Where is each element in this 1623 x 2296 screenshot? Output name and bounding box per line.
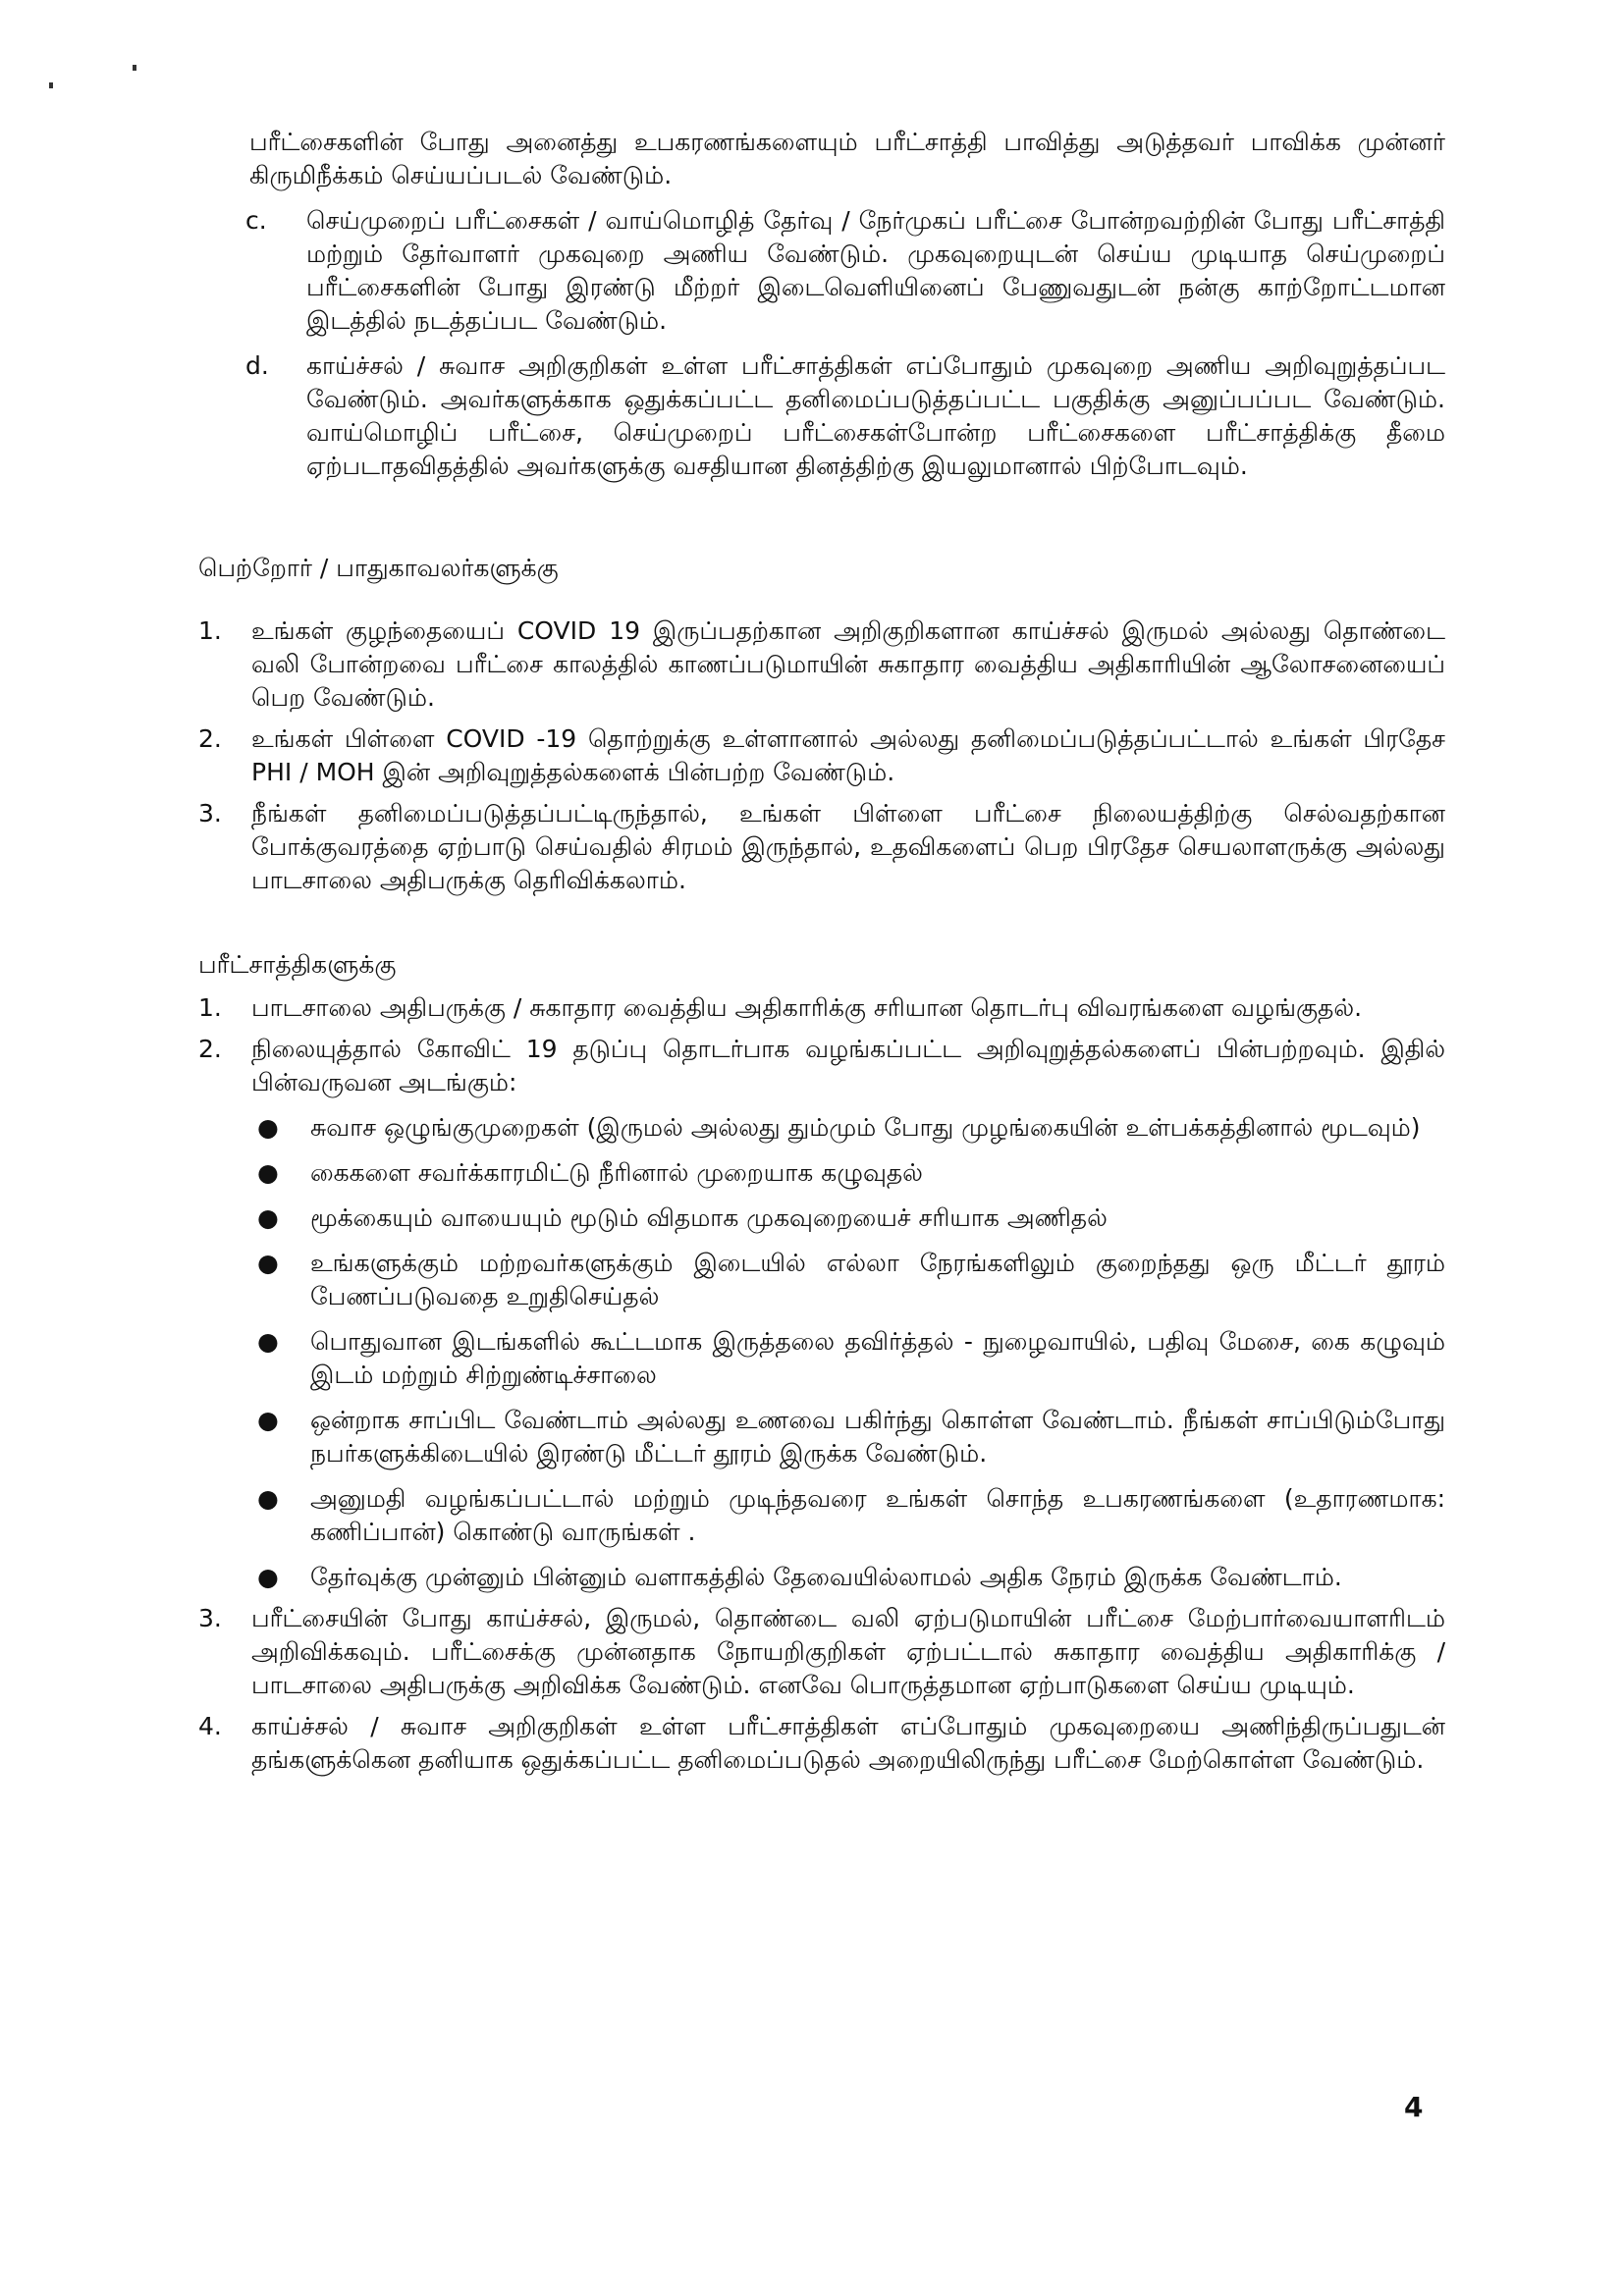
scan-speck [49, 82, 53, 88]
parents-item-2 [198, 722, 1445, 789]
item-marker: 2. [198, 1035, 222, 1063]
candidates-item-2 [198, 1033, 1445, 1594]
bullet-icon: ● [257, 1158, 279, 1187]
bullet-item: ● கைகளை சவர்க்காரமிட்டு நீரினால் முறையாக கழுவுதல் [251, 1156, 1445, 1190]
document-body [198, 126, 1445, 1777]
examiner-item-c [198, 204, 1445, 338]
examiner-item-d [198, 349, 1445, 483]
bullet-item: ● ஒன்றாக சாப்பிட வேண்டாம் அல்லது உணவை பகிர்ந்து கொள்ள வேண்டாம். நீங்கள் சாப்பிடும்போது நபர்களுக்கிடையில் இரண்டு மீட்டர் தூரம் இருக்க வேண்டும். [257, 1406, 1445, 1468]
page-number: 4 [1404, 2091, 1424, 2123]
item-text: உங்கள் பிள்ளை COVID -19 தொற்றுக்கு உள்ளானால் அல்லது தனிமைப்படுத்தப்பட்டால் உங்கள் பிரதேச PHI / MOH இன் அறிவுறுத்தல்களைக் பின்பற்ற வேண்டும். [251, 724, 1445, 786]
item-text: செய்முறைப் பரீட்சைகள் / வாய்மொழித் தேர்வு / நேர்முகப் பரீட்சை போன்றவற்றின் போது பரீட்சாத்தி மற்றும் தேர்வாளர் முகவுறை அணிய வேண்டும். முகவுறையுடன் செய்ய முடியாத செய்முறைப் பரீட்சைகளின் போது இரண்டு மீற்றர் இடைவெளியினைப் பேணுவதுடன் நன்கு காற்றோட்டமான இடத்தில் நடத்தப்பட வேண்டும். [306, 206, 1445, 335]
item-marker: 1. [198, 616, 222, 645]
bullet-item: ● மூக்கையும் வாயையும் மூடும் விதமாக முகவுறையைச் சரியாக அணிதல் [251, 1201, 1445, 1235]
candidates-item-4 [198, 1710, 1445, 1777]
item-marker: c. [245, 206, 267, 235]
item-marker: d. [245, 351, 269, 380]
item-text: காய்ச்சல் / சுவாச அறிகுறிகள் உள்ள பரீட்சாத்திகள் எப்போதும் முகவுறையை அணிந்திருப்பதுடன் தங்களுக்கென தனியாக ஒதுக்கப்பட்ட தனிமைப்படுதல் அறையிலிருந்து பரீட்சை மேற்கொள்ள வேண்டும். [251, 1712, 1445, 1774]
bullet-icon: ● [257, 1406, 279, 1434]
section-heading-parents: பெற்றோர் / பாதுகாவலர்களுக்கு [198, 554, 559, 582]
item-text: நிலையுத்தால் கோவிட் 19 தடுப்பு தொடர்பாக வழங்கப்பட்ட அறிவுறுத்தல்களைப் பின்பற்றவும். இதில் பின்வருவன அடங்கும்: [251, 1035, 1445, 1096]
parents-item-1 [198, 614, 1445, 715]
scan-speck [133, 65, 136, 71]
parents-item-3 [198, 797, 1445, 897]
section-heading-candidates: பரீட்சாத்திகளுக்கு [198, 950, 397, 979]
item-text: நீங்கள் தனிமைப்படுத்தப்பட்டிருந்தால், உங்கள் பிள்ளை பரீட்சை நிலையத்திற்கு செல்வதற்கான போக்குவரத்தை ஏற்பாடு செய்வதில் சிரமம் இருந்தால், உதவிகளைப் பெற பிரதேச செயலாளருக்கு அல்லது பாடசாலை அதிபருக்கு தெரிவிக்கலாம். [251, 799, 1445, 894]
bullet-item: ● பொதுவான இடங்களில் கூட்டமாக இருத்தலை தவிர்த்தல் - நுழைவாயில், பதிவு மேசை, கை கழுவும் இடம் மற்றும் சிற்றுண்டிச்சாலை [257, 1327, 1445, 1389]
item-marker: 4. [198, 1712, 222, 1740]
item-marker: 1. [198, 993, 222, 1022]
bullet-icon: ● [257, 1563, 279, 1591]
candidates-item-3 [198, 1602, 1445, 1702]
bullet-icon: ● [257, 1484, 279, 1513]
bullet-icon: ● [257, 1203, 279, 1232]
item-text: பரீட்சையின் போது காய்ச்சல், இருமல், தொண்டை வலி ஏற்படுமாயின் பரீட்சை மேற்பார்வையாளரிடம் அறிவிக்கவும். பரீட்சைக்கு முன்னதாக நோயறிகுறிகள் ஏற்பட்டால் சுகாதார வைத்திய அதிகாரிக்கு / பாடசாலை அதிபருக்கு அறிவிக்க வேண்டும். எனவே பொருத்தமான ஏற்பாடுகளை செய்ய முடியும். [251, 1604, 1445, 1699]
item-marker: 3. [198, 799, 222, 828]
continuation-paragraph: பரீட்சைகளின் போது அனைத்து உபகரணங்களையும் பரீட்சாத்தி பாவித்து அடுத்தவர் பாவிக்க முன்னர் கிருமிநீக்கம் செய்யப்படல் வேண்டும். [249, 128, 1445, 189]
bullet-icon: ● [257, 1249, 279, 1277]
item-text: காய்ச்சல் / சுவாச அறிகுறிகள் உள்ள பரீட்சாத்திகள் எப்போதும் முகவுறை அணிய அறிவுறுத்தப்பட வேண்டும். அவர்களுக்காக ஒதுக்கப்பட்ட தனிமைப்படுத்தப்பட்ட பகுதிக்கு அனுப்பப்பட வேண்டும். வாய்மொழிப் பரீட்சை, செய்முறைப் பரீட்சைகள்போன்ற பரீட்சைகளை பரீட்சாத்திக்கு தீமை ஏற்படாதவிதத்தில் அவர்களுக்கு வசதியான தினத்திற்கு இயலுமானால் பிற்போடவும். [306, 351, 1445, 480]
item-marker: 2. [198, 724, 222, 753]
bullet-item: ● சுவாச ஒழுங்குமுறைகள் (இருமல் அல்லது தும்மும் போது முழங்கையின் உள்பக்கத்தினால் மூடவும்) [251, 1111, 1445, 1145]
bullet-icon: ● [257, 1113, 279, 1142]
item-text: பாடசாலை அதிபருக்கு / சுகாதார வைத்திய அதிகாரிக்கு சரியான தொடர்பு விவரங்களை வழங்குதல். [251, 993, 1363, 1022]
item-marker: 3. [198, 1604, 222, 1632]
candidates-item-1 [198, 991, 1445, 1025]
bullet-icon: ● [257, 1327, 279, 1356]
bullet-item: ● உங்களுக்கும் மற்றவர்களுக்கும் இடையில் எல்லா நேரங்களிலும் குறைந்தது ஒரு மீட்டர் தூரம் பேணப்படுவதை உறுதிசெய்தல் [257, 1249, 1445, 1310]
item-text: உங்கள் குழந்தையைப் COVID 19 இருப்பதற்கான அறிகுறிகளான காய்ச்சல் இருமல் அல்லது தொண்டை வலி போன்றவை பரீட்சை காலத்தில் காணப்படுமாயின் சுகாதார வைத்திய அதிகாரியின் ஆலோசனையைப் பெற வேண்டும். [251, 616, 1445, 712]
bullet-list [251, 1111, 1445, 1594]
bullet-item: ● தேர்வுக்கு முன்னும் பின்னும் வளாகத்தில் தேவையில்லாமல் அதிக நேரம் இருக்க வேண்டாம். [251, 1561, 1445, 1594]
bullet-item: ● அனுமதி வழங்கப்பட்டால் மற்றும் முடிந்தவரை உங்கள் சொந்த உபகரணங்களை (உதாரணமாக: கணிப்பான்) கொண்டு வாருங்கள் . [257, 1484, 1445, 1546]
